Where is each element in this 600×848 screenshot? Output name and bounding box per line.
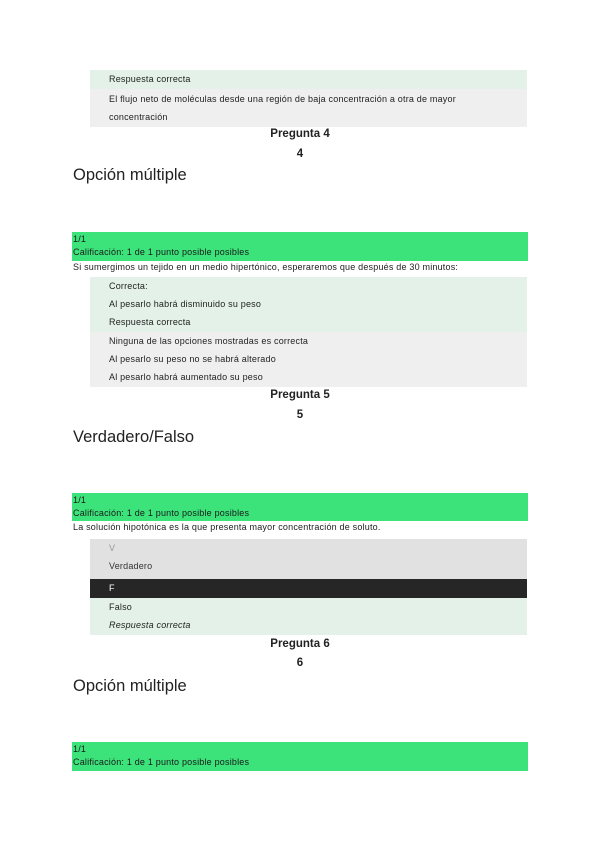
q5-option-false-selected xyxy=(90,579,527,598)
q4-option: Al pesarlo habrá aumentado su peso xyxy=(109,372,263,382)
q3-answer-line2: concentración xyxy=(109,112,168,122)
q5-title: Pregunta 5 xyxy=(270,389,330,401)
q5-option-false-letter: F xyxy=(109,583,115,593)
q3-correct-answer-label-text: Respuesta correcta xyxy=(109,74,191,84)
q4-other-options xyxy=(90,332,527,387)
q5-score: 1/1 xyxy=(73,495,87,505)
q4-title: Pregunta 4 xyxy=(270,128,330,140)
q3-correct-answer xyxy=(90,89,527,127)
q5-option-true xyxy=(90,539,527,579)
q6-type: Opción múltiple xyxy=(73,677,187,695)
q4-option: Ninguna de las opciones mostradas es correcta xyxy=(109,336,309,346)
q6-score: 1/1 xyxy=(73,744,87,754)
q5-score-bar xyxy=(72,493,528,521)
q5-stem: La solución hipotónica es la que presenta mayor concentración de soluto. xyxy=(73,522,381,532)
q5-correct-answer-box xyxy=(90,598,527,635)
q5-number: 5 xyxy=(296,409,304,421)
q4-score: 1/1 xyxy=(73,234,87,244)
q4-option: Al pesarlo su peso no se habrá alterado xyxy=(109,354,276,364)
q3-correct-answer-label xyxy=(90,70,527,89)
q4-selected-answer-box xyxy=(90,277,527,332)
q4-type: Opción múltiple xyxy=(73,166,187,184)
q6-score-bar xyxy=(72,742,528,771)
q5-option-true-letter: V xyxy=(109,543,116,553)
q4-correct-label: Correcta: xyxy=(109,281,148,291)
q5-answer-label: Respuesta correcta xyxy=(109,620,191,630)
q6-title: Pregunta 6 xyxy=(270,638,330,650)
q4-score-bar xyxy=(72,232,528,261)
q5-type: Verdadero/Falso xyxy=(73,428,195,446)
q4-answer-label: Respuesta correcta xyxy=(109,317,191,327)
q5-option-false-label: Falso xyxy=(109,602,133,612)
q5-grade: Calificación: 1 de 1 punto posible posibles xyxy=(73,508,250,518)
q4-grade: Calificación: 1 de 1 punto posible posibles xyxy=(73,247,250,257)
q5-option-true-label: Verdadero xyxy=(109,561,153,571)
q6-grade: Calificación: 1 de 1 punto posible posibles xyxy=(73,757,250,767)
q4-number: 4 xyxy=(296,148,304,160)
q4-selected-answer: Al pesarlo habrá disminuido su peso xyxy=(109,299,262,309)
q3-answer-line1: El flujo neto de moléculas desde una región de baja concentración a otra de mayor xyxy=(109,94,456,104)
q4-stem: Si sumergimos un tejido en un medio hipertónico, esperaremos que después de 30 minutos: xyxy=(73,262,459,272)
q6-number: 6 xyxy=(296,657,304,669)
